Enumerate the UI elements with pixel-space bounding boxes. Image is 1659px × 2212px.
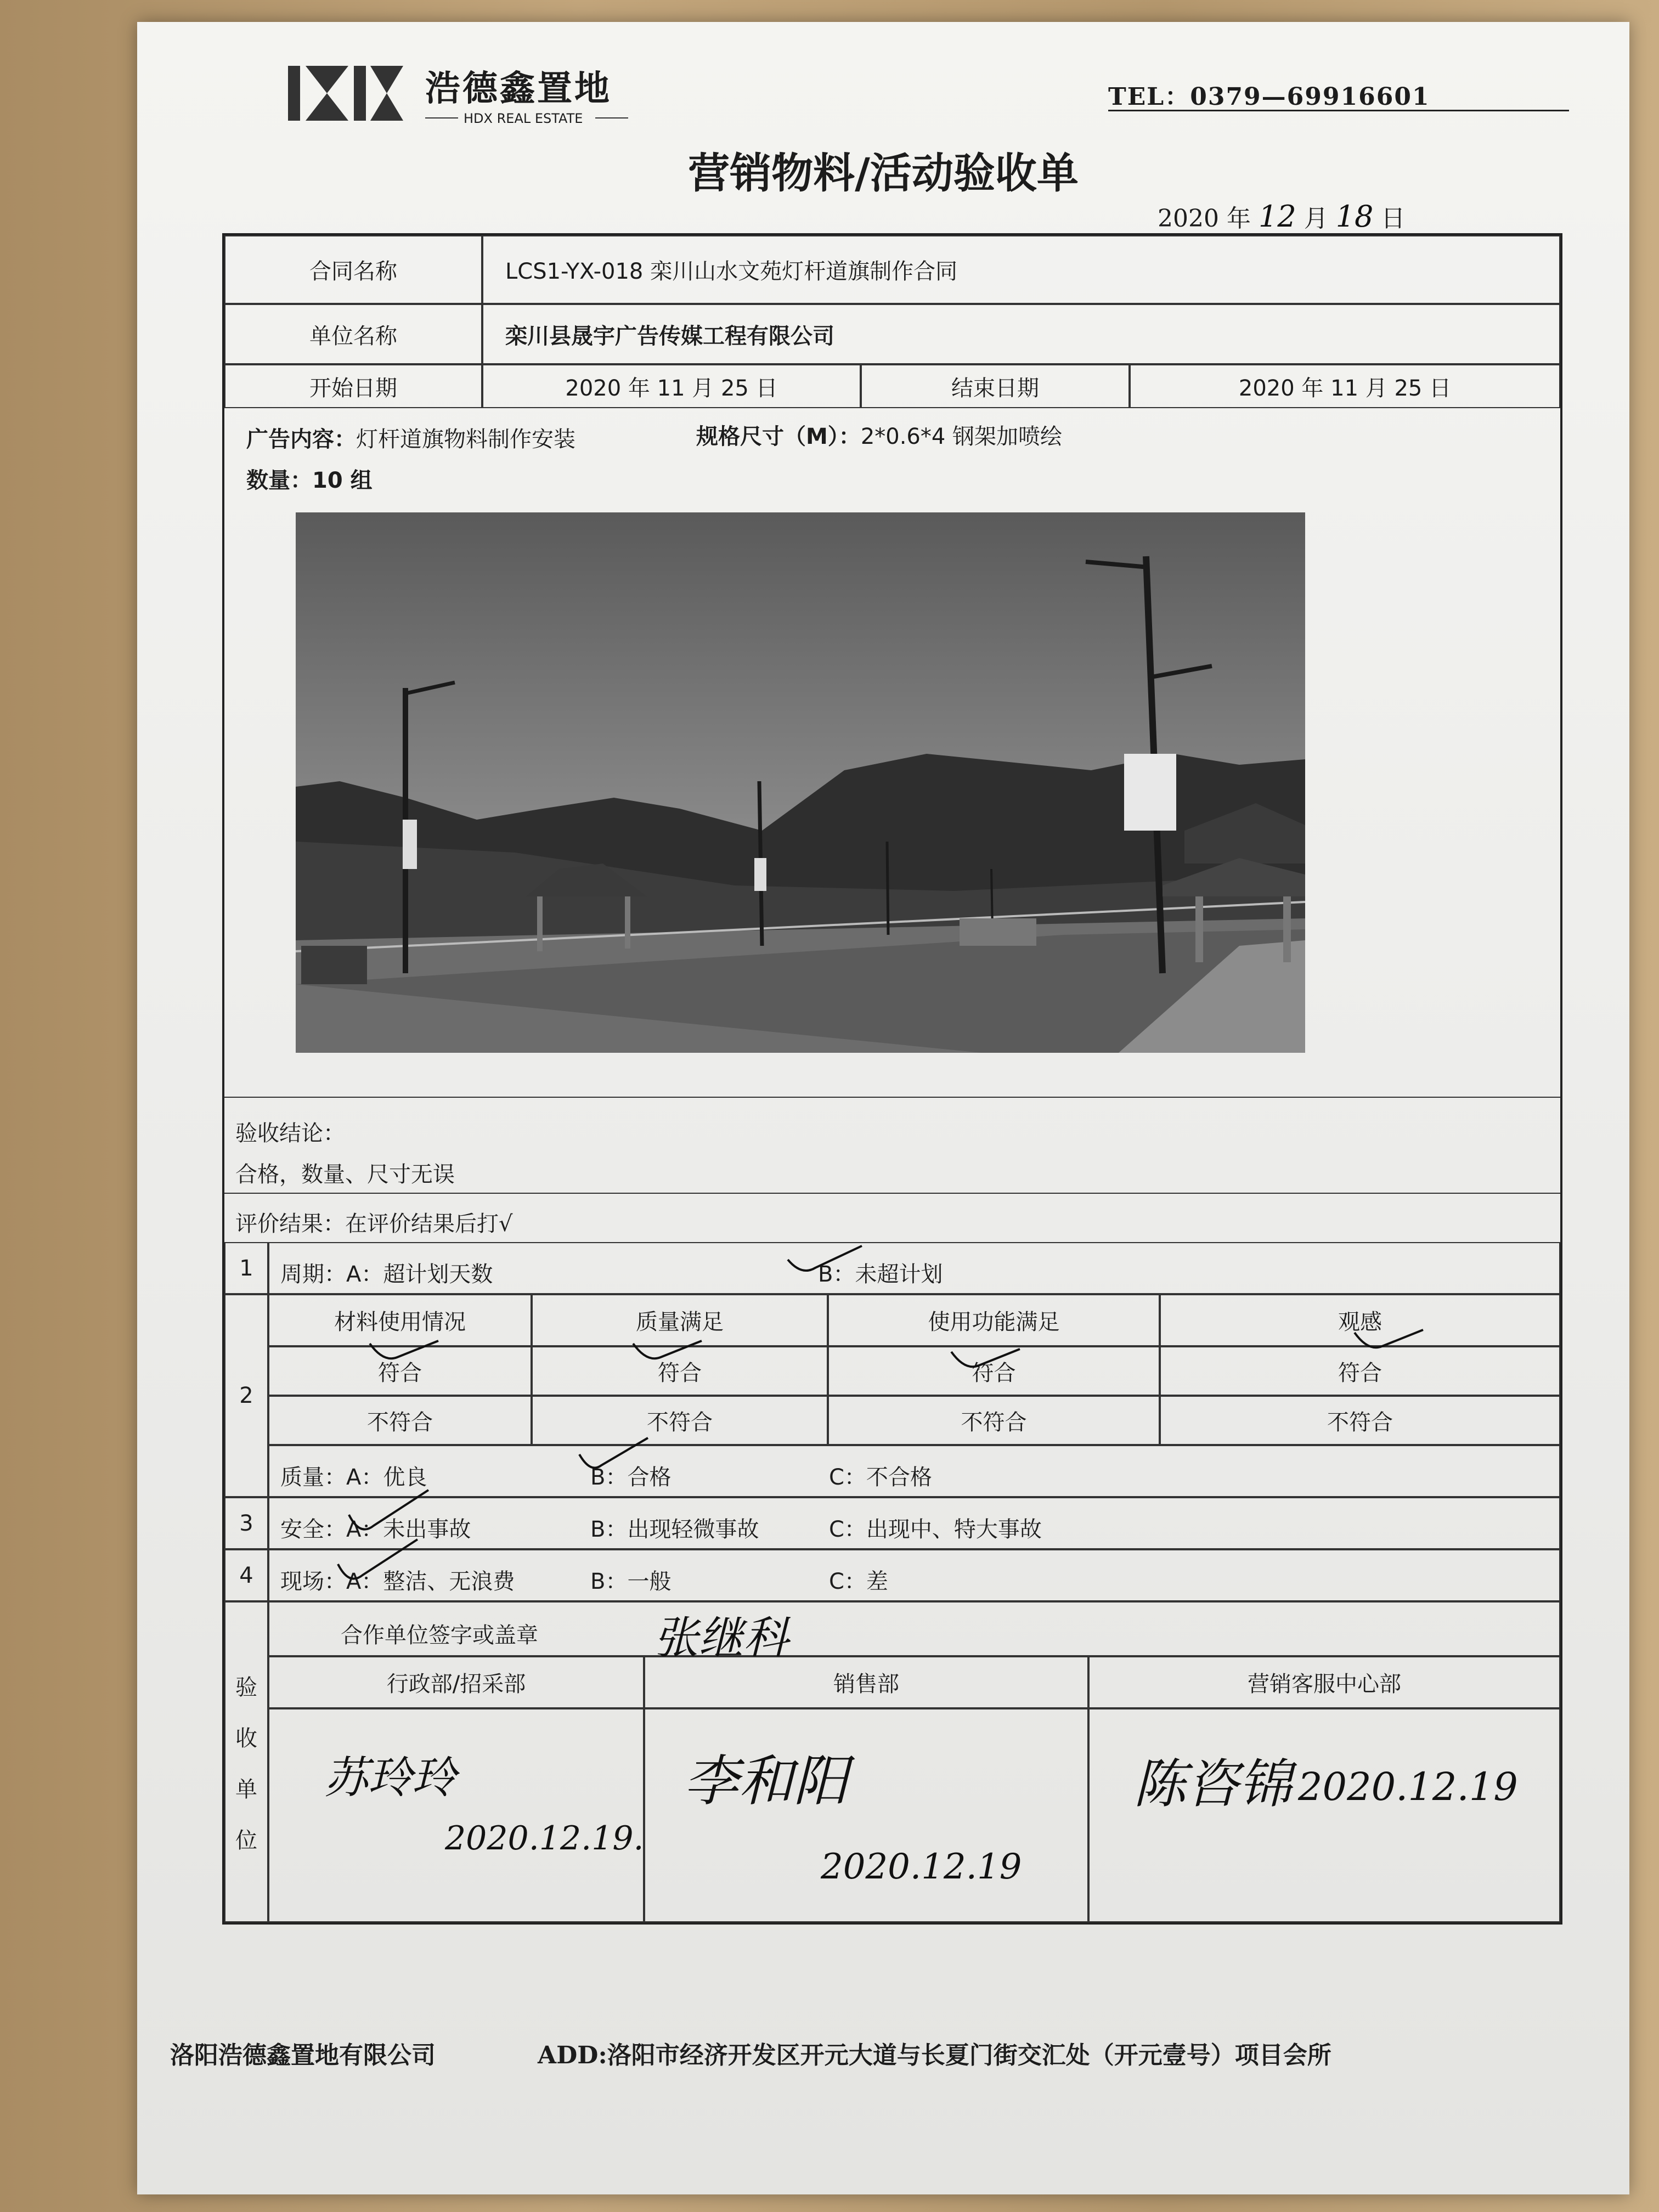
acceptance-side-label: 验 收 单 位 — [224, 1601, 268, 1922]
period-row — [268, 1242, 1560, 1294]
ad-content — [246, 422, 575, 453]
nonconform-material: 不符合 — [268, 1396, 532, 1445]
evaluation-label: 评价结果：在评价结果后打√ — [235, 1211, 513, 1237]
safety-option-a: 安全：A：未出事故 — [280, 1517, 471, 1542]
logo-company-cn: 浩德鑫置地 — [425, 69, 612, 109]
sign-cell-admin — [268, 1708, 644, 1922]
signature-marketing-service: 陈咨锦 — [1133, 1753, 1291, 1815]
date-month-handwritten: 12 — [1258, 199, 1296, 234]
site-photo — [296, 512, 1305, 1053]
unit-name-value: 栾川县晟宇广告传媒工程有限公司 — [505, 323, 834, 349]
end-date-value-cell — [1130, 364, 1560, 408]
site-option-c: C：差 — [829, 1569, 888, 1594]
partner-sign-label: 合作单位签字或盖章 — [341, 1623, 538, 1648]
conclusion-value: 合格，数量、尺寸无误 — [235, 1162, 455, 1187]
criteria-header-function: 使用功能满足 — [828, 1294, 1160, 1346]
safety-option-c: C：出现中、特大事故 — [829, 1517, 1042, 1542]
nonconform-appearance: 不符合 — [1160, 1396, 1560, 1445]
signature-sales-date: 2020.12.19 — [821, 1847, 1022, 1887]
dept-sales: 销售部 — [644, 1656, 1088, 1708]
start-date-label: 开始日期 — [309, 375, 397, 401]
telephone: TEL：0379—69916601 — [1108, 83, 1430, 111]
divider — [224, 1193, 1560, 1194]
quality-row — [268, 1445, 1560, 1497]
unit-name-label-cell — [224, 304, 482, 364]
ad-size-label: 规格尺寸（M）： — [696, 424, 861, 449]
quality-option-a: 质量：A：优良 — [280, 1465, 427, 1490]
ad-quantity — [246, 463, 373, 494]
document-page — [137, 22, 1629, 2194]
signature-marketing-service-date: 2020.12.19 — [1298, 1764, 1518, 1809]
checkmark-icon — [630, 1335, 707, 1374]
partner-sign-row — [268, 1601, 1560, 1664]
conform-function: 符合 — [828, 1346, 1160, 1396]
ad-quantity-value: 10 组 — [312, 468, 373, 493]
checkmark-icon — [335, 1537, 423, 1592]
contract-name-value-cell — [482, 235, 1560, 304]
conform-material: 符合 — [268, 1346, 532, 1396]
period-option-b: B：未超计划 — [818, 1262, 943, 1287]
criteria-header-quality: 质量满足 — [532, 1294, 828, 1346]
logo-divider — [425, 117, 458, 119]
unit-name-label: 单位名称 — [309, 323, 397, 349]
contract-name-value: LCS1-YX-018 栾川山水文苑灯杆道旗制作合同 — [505, 259, 958, 284]
row-num-4: 4 — [224, 1549, 268, 1601]
ad-content-value: 灯杆道旗物料制作安装 — [356, 427, 575, 452]
checkmark-icon — [1352, 1324, 1429, 1363]
checkmark-icon — [785, 1243, 867, 1282]
date-day-handwritten: 18 — [1335, 199, 1374, 234]
divider — [224, 1097, 1560, 1098]
sign-cell-sales — [644, 1708, 1088, 1922]
checkmark-icon — [367, 1335, 444, 1374]
row-num-1: 1 — [224, 1242, 268, 1294]
acceptance-form — [222, 233, 1562, 1925]
tel-underline — [1108, 110, 1569, 111]
form-title: 营销物料/活动验收单 — [688, 149, 1079, 198]
ad-size-value: 2*0.6*4 钢架加喷绘 — [860, 424, 1063, 449]
quality-option-b: B：合格 — [590, 1465, 672, 1490]
ad-content-label: 广告内容： — [246, 427, 356, 452]
dept-admin: 行政部/招采部 — [268, 1656, 644, 1708]
company-logo — [288, 60, 705, 132]
conform-appearance: 符合 — [1160, 1346, 1560, 1396]
partner-signature: 张继科 — [653, 1612, 788, 1664]
signature-admin: 苏玲玲 — [324, 1752, 456, 1803]
period-option-a: 周期：A：超计划天数 — [280, 1262, 493, 1287]
safety-option-b: B：出现轻微事故 — [590, 1517, 759, 1542]
logo-company-en: HDX REAL ESTATE — [464, 111, 583, 126]
conform-quality: 符合 — [532, 1346, 828, 1396]
checkmark-icon — [346, 1487, 434, 1542]
footer-company: 洛阳浩德鑫置地有限公司 — [170, 2041, 436, 2069]
date-month-label: 月 — [1304, 205, 1328, 233]
dept-marketing-service: 营销客服中心部 — [1088, 1656, 1560, 1708]
site-photo-image — [296, 512, 1305, 1053]
contract-name-label: 合同名称 — [309, 259, 397, 284]
checkmark-icon — [577, 1435, 653, 1479]
unit-name-value-cell — [482, 304, 1560, 364]
form-date — [1158, 199, 1405, 234]
checkmark-icon — [949, 1344, 1025, 1382]
start-date-value: 2020 年 11 月 25 日 — [565, 375, 778, 401]
footer-address: ADD:洛阳市经济开发区开元大道与长夏门街交汇处（开元壹号）项目会所 — [538, 2041, 1331, 2069]
contract-name-label-cell — [224, 235, 482, 304]
end-date-value: 2020 年 11 月 25 日 — [1238, 375, 1452, 401]
row-num-2: 2 — [224, 1294, 268, 1497]
ad-size — [696, 419, 1062, 450]
date-year: 2020 年 — [1158, 205, 1251, 233]
site-option-a: 现场：A：整洁、无浪费 — [280, 1569, 515, 1594]
quality-option-c: C：不合格 — [829, 1465, 932, 1490]
logo-divider — [595, 117, 628, 119]
start-date-value-cell — [482, 364, 861, 408]
nonconform-quality: 不符合 — [532, 1396, 828, 1445]
nonconform-function: 不符合 — [828, 1396, 1160, 1445]
signature-sales: 李和阳 — [684, 1749, 848, 1813]
ad-quantity-label: 数量： — [246, 468, 312, 493]
end-date-label-cell — [861, 364, 1130, 408]
logo-mark-icon — [288, 60, 414, 132]
criteria-header-appearance: 观感 — [1160, 1294, 1560, 1346]
safety-row — [268, 1497, 1560, 1549]
start-date-label-cell — [224, 364, 482, 408]
site-option-b: B：一般 — [590, 1569, 672, 1594]
row-num-3: 3 — [224, 1497, 268, 1549]
site-row — [268, 1549, 1560, 1601]
criteria-header-material: 材料使用情况 — [268, 1294, 532, 1346]
end-date-label: 结束日期 — [951, 375, 1039, 401]
date-day-label: 日 — [1381, 205, 1406, 233]
signature-admin-date: 2020.12.19. — [445, 1819, 644, 1858]
conclusion-label: 验收结论： — [235, 1121, 345, 1146]
sign-cell-marketing-service — [1088, 1708, 1560, 1922]
